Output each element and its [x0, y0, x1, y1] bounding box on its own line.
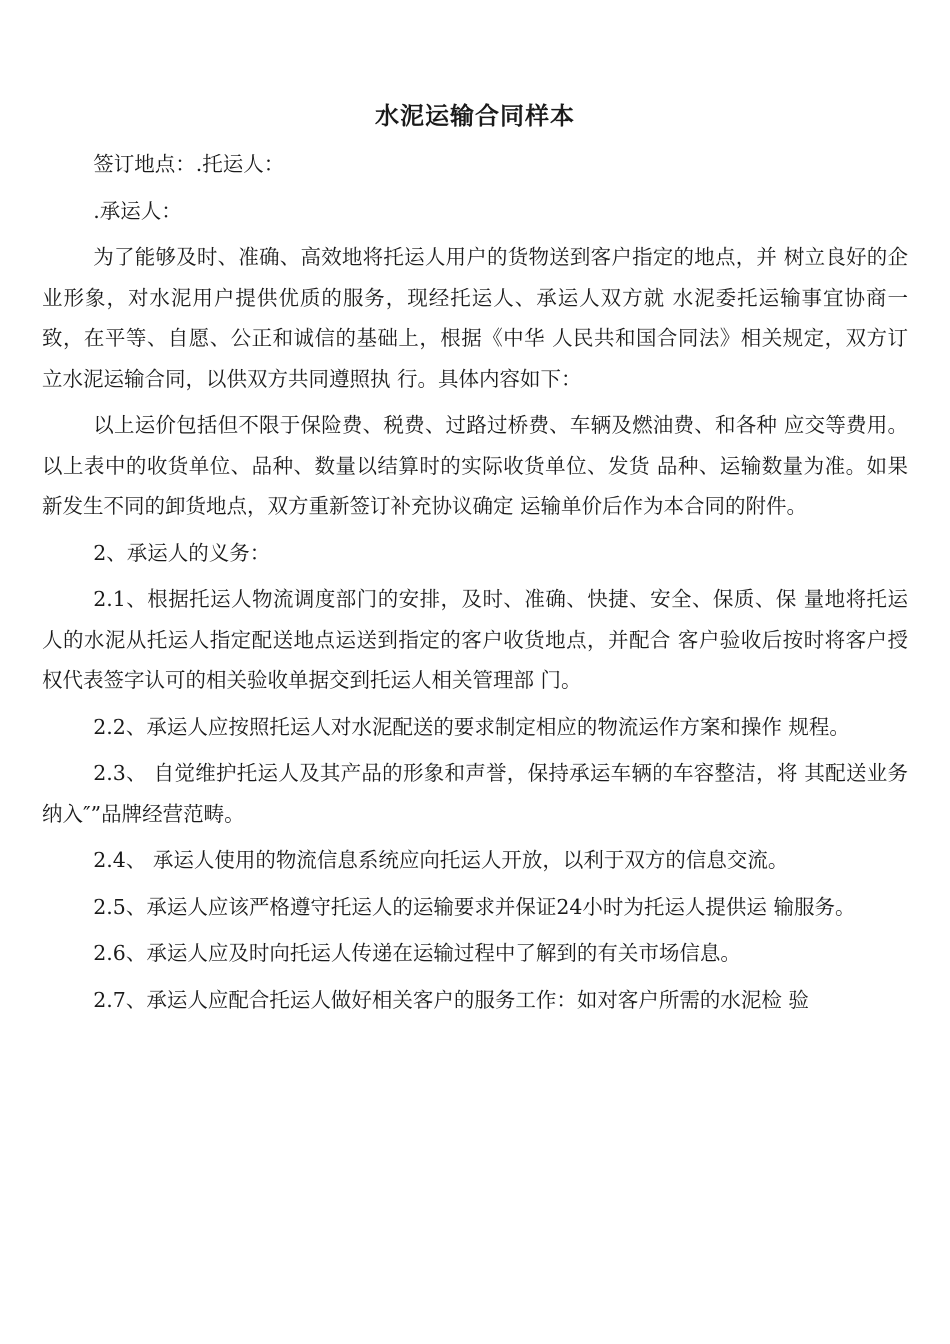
document-title: 水泥运输合同样本 — [375, 102, 575, 130]
document-body — [42, 144, 908, 1026]
paragraph-carrier: .承运人： — [93, 198, 182, 223]
paragraph-freight-terms: 以上运价包括但不限于保险费、税费、过路过桥费、车辆及燃油费、和各种 应交等费用。以上表中的收货单位、品种、数量以结算时的实际收货单位、发货 品种、运输数量为准。如果新发生不同的卸货地点，双方重新签订补充协议确定 运输单价后作为本合同的附件。 — [42, 413, 908, 518]
clause-2-3: 2.3、 自觉维护托运人及其产品的形象和声誉，保持承运车辆的车容整洁，将 其配送业务纳入″”品牌经营范畴。 — [42, 761, 908, 826]
paragraph-preamble: 为了能够及时、准确、高效地将托运人用户的货物送到客户指定的地点，并 树立良好的企业形象，对水泥用户提供优质的服务，现经托运人、承运人双方就 水泥委托运输事宜协商一致，在平等、自愿、公正和诚信的基础上，根据《中华 人民共和国合同法》相关规定，双方订立水泥运输合同，以供双方共同遵照执 行。具体内容如下： — [42, 245, 908, 391]
clause-2-4: 2.4、 承运人使用的物流信息系统应向托运人开放，以利于双方的信息交流。 — [93, 848, 789, 872]
clause-2-5: 2.5、承运人应该严格遵守托运人的运输要求并保证24小时为托运人提供运 输服务。 — [93, 894, 856, 919]
section-heading-carrier-obligations: 2、承运人的义务： — [93, 540, 271, 565]
clause-2-7: 2.7、承运人应配合托运人做好相关客户的服务工作：如对客户所需的水泥检 验 — [93, 987, 809, 1012]
clause-2-1: 2.1、根据托运人物流调度部门的安排，及时、准确、快捷、安全、保质、保 量地将托运人的水泥从托运人指定配送地点运送到指定的客户收货地点，并配合 客户验收后按时将客户授权代表签字认可的相关验收单据交到托运人相关管理部 门。 — [42, 587, 908, 692]
clause-2-6: 2.6、承运人应及时向托运人传递在运输过程中了解到的有关市场信息。 — [93, 941, 741, 965]
paragraph-signing-place: 签订地点：.托运人： — [93, 152, 285, 176]
clause-2-2: 2.2、承运人应按照托运人对水泥配送的要求制定相应的物流运作方案和操作 规程。 — [93, 714, 850, 739]
